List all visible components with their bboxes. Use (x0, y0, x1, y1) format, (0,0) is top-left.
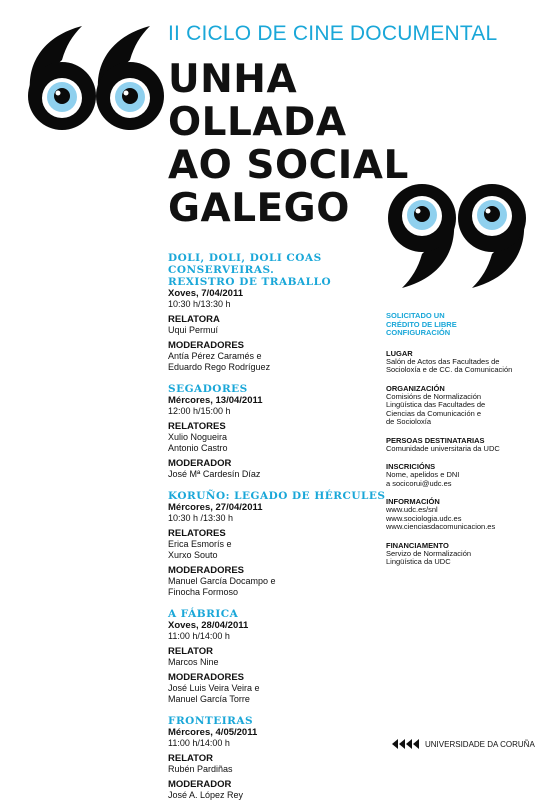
person-name: Erica Esmorís e (168, 539, 232, 549)
role-label: RELATORA (168, 314, 220, 325)
person-name: Manuel García Torre (168, 694, 250, 704)
film-title-line: DOLI, DOLI, DOLI COAS CONSERVEIRAS. (168, 252, 322, 276)
role-label: RELATOR (168, 646, 214, 657)
role-label: RELATORES (168, 421, 226, 432)
info-block-informacion (386, 497, 546, 532)
title-line: GALEGO (168, 186, 350, 231)
role-names (168, 576, 388, 598)
opening-quote-eyes-graphic (22, 20, 172, 132)
info-line: Nome, apelidos e DNI (386, 470, 460, 479)
info-link: www.udc.es/snl (386, 505, 438, 514)
film-title-line: KORUÑO: LEGADO DE HÉRCULES (168, 490, 386, 502)
person-name: Marcos Nine (168, 657, 219, 667)
film-title-line: FRONTEIRAS (168, 715, 254, 727)
screening-item (168, 490, 388, 598)
credit-notice-line: CONFIGURACIÓN (386, 328, 451, 337)
person-name: Eduardo Rego Rodríguez (168, 362, 271, 372)
role-names (168, 764, 388, 775)
role-label: RELATORES (168, 528, 226, 539)
info-heading: FINANCIAMENTO (386, 540, 449, 550)
series-kicker: II CICLO DE CINE DOCUMENTAL (168, 22, 498, 45)
credit-notice-line: SOLICITADO UN (386, 311, 445, 320)
screening-date: Xoves, 7/04/2011 (168, 288, 244, 299)
info-body (386, 506, 546, 532)
info-body (386, 358, 546, 375)
role-label: MODERADOR (168, 779, 232, 790)
info-line: Socioloxía e de CC. da Comunicación (386, 365, 513, 374)
university-name: UNIVERSIDADE DA CORUÑA (425, 739, 535, 749)
info-line: Lingüística das Facultades de (386, 400, 486, 409)
info-line: de Socioloxía (386, 417, 432, 426)
film-title (168, 608, 388, 620)
film-title (168, 715, 388, 727)
screening-date: Mércores, 27/04/2011 (168, 502, 263, 513)
info-link: www.sociologia.udc.es (386, 513, 462, 523)
role-names (168, 683, 388, 705)
info-line: Lingüística da UDC (386, 557, 451, 566)
screening-time: 11:00 h/14:00 h (168, 738, 230, 748)
info-body (386, 393, 546, 427)
university-logo (390, 736, 535, 752)
role-label: MODERADORES (168, 672, 245, 683)
screening-date: Xoves, 28/04/2011 (168, 620, 249, 631)
screenings-list (168, 252, 388, 811)
title-line: UNHA (168, 57, 298, 102)
film-title-line: A FÁBRICA (168, 608, 239, 620)
info-block-lugar (386, 349, 546, 375)
info-block-destinatarias (386, 436, 546, 454)
person-name: Xurxo Souto (168, 550, 218, 560)
title-line: OLLADA (168, 100, 347, 145)
person-name: Antonio Castro (168, 443, 228, 453)
role-names (168, 657, 388, 668)
film-title (168, 252, 388, 288)
info-heading: INFORMACIÓN (386, 497, 440, 506)
credit-notice-line: CRÉDITO DE LIBRE (386, 319, 457, 329)
info-line: Ciencias da Comunicación e (386, 408, 482, 418)
role-names (168, 351, 388, 373)
info-line: Comisións de Normalización (386, 391, 482, 401)
role-label: RELATOR (168, 753, 214, 764)
poster-title (168, 58, 409, 230)
info-heading: ORGANIZACIÓN (386, 383, 445, 393)
role-label: MODERADOR (168, 458, 232, 469)
film-title (168, 383, 388, 395)
info-heading: PERSOAS DESTINATARIAS (386, 435, 485, 445)
info-heading: INSCRICIÓNS (386, 462, 436, 471)
title-line: AO SOCIAL (168, 143, 409, 188)
info-body (386, 550, 546, 567)
person-name: Manuel García Docampo e (168, 576, 276, 586)
screening-time: 12:00 h/15:00 h (168, 406, 231, 416)
info-body (386, 445, 546, 454)
person-name: José Mª Cardesín Díaz (168, 469, 261, 479)
university-emblem-icon (390, 736, 420, 752)
person-name: Rubén Pardiñas (168, 764, 233, 774)
info-line: Comunidade universitaria da UDC (386, 443, 500, 453)
film-title-line: SEGADORES (168, 383, 248, 395)
film-title (168, 490, 388, 502)
screening-time: 10:30 h/13:30 h (168, 299, 231, 309)
screening-item (168, 252, 388, 373)
person-name: Finocha Formoso (168, 587, 239, 597)
screening-time: 10:30 h /13:30 h (168, 513, 234, 523)
screening-item (168, 715, 388, 801)
event-info-column (386, 312, 546, 576)
screening-item (168, 383, 388, 480)
role-label: MODERADORES (168, 340, 245, 351)
screening-date: Mércores, 4/05/2011 (168, 727, 258, 738)
info-block-inscricions (386, 462, 546, 488)
screening-date: Mércores, 13/04/2011 (168, 395, 263, 406)
person-name: Xulio Nogueira (168, 432, 228, 442)
screening-item (168, 608, 388, 705)
person-name: José A. López Rey (168, 790, 244, 800)
role-names (168, 790, 388, 801)
info-body (386, 471, 546, 488)
info-block-organizacion (386, 384, 546, 427)
role-label: MODERADORES (168, 565, 245, 576)
role-names (168, 539, 388, 561)
info-link: www.cienciasdacomunicacion.es (386, 522, 496, 531)
screening-time: 11:00 h/14:00 h (168, 631, 230, 641)
credit-notice (386, 312, 546, 338)
person-name: Uqui Permuí (168, 325, 219, 335)
info-block-financiamento (386, 541, 546, 567)
info-email: a socicorui@udc.es (386, 478, 452, 488)
person-name: Antía Pérez Caramés e (168, 351, 262, 361)
info-heading: LUGAR (386, 348, 413, 358)
film-title-line: REXISTRO DE TRABALLO (168, 276, 332, 288)
info-line: Servizo de Normalización (386, 548, 472, 558)
role-names (168, 469, 388, 480)
person-name: José Luis Veira Veira e (168, 683, 260, 693)
role-names (168, 325, 388, 336)
role-names (168, 432, 388, 454)
info-line: Salón de Actos das Facultades de (386, 356, 500, 366)
